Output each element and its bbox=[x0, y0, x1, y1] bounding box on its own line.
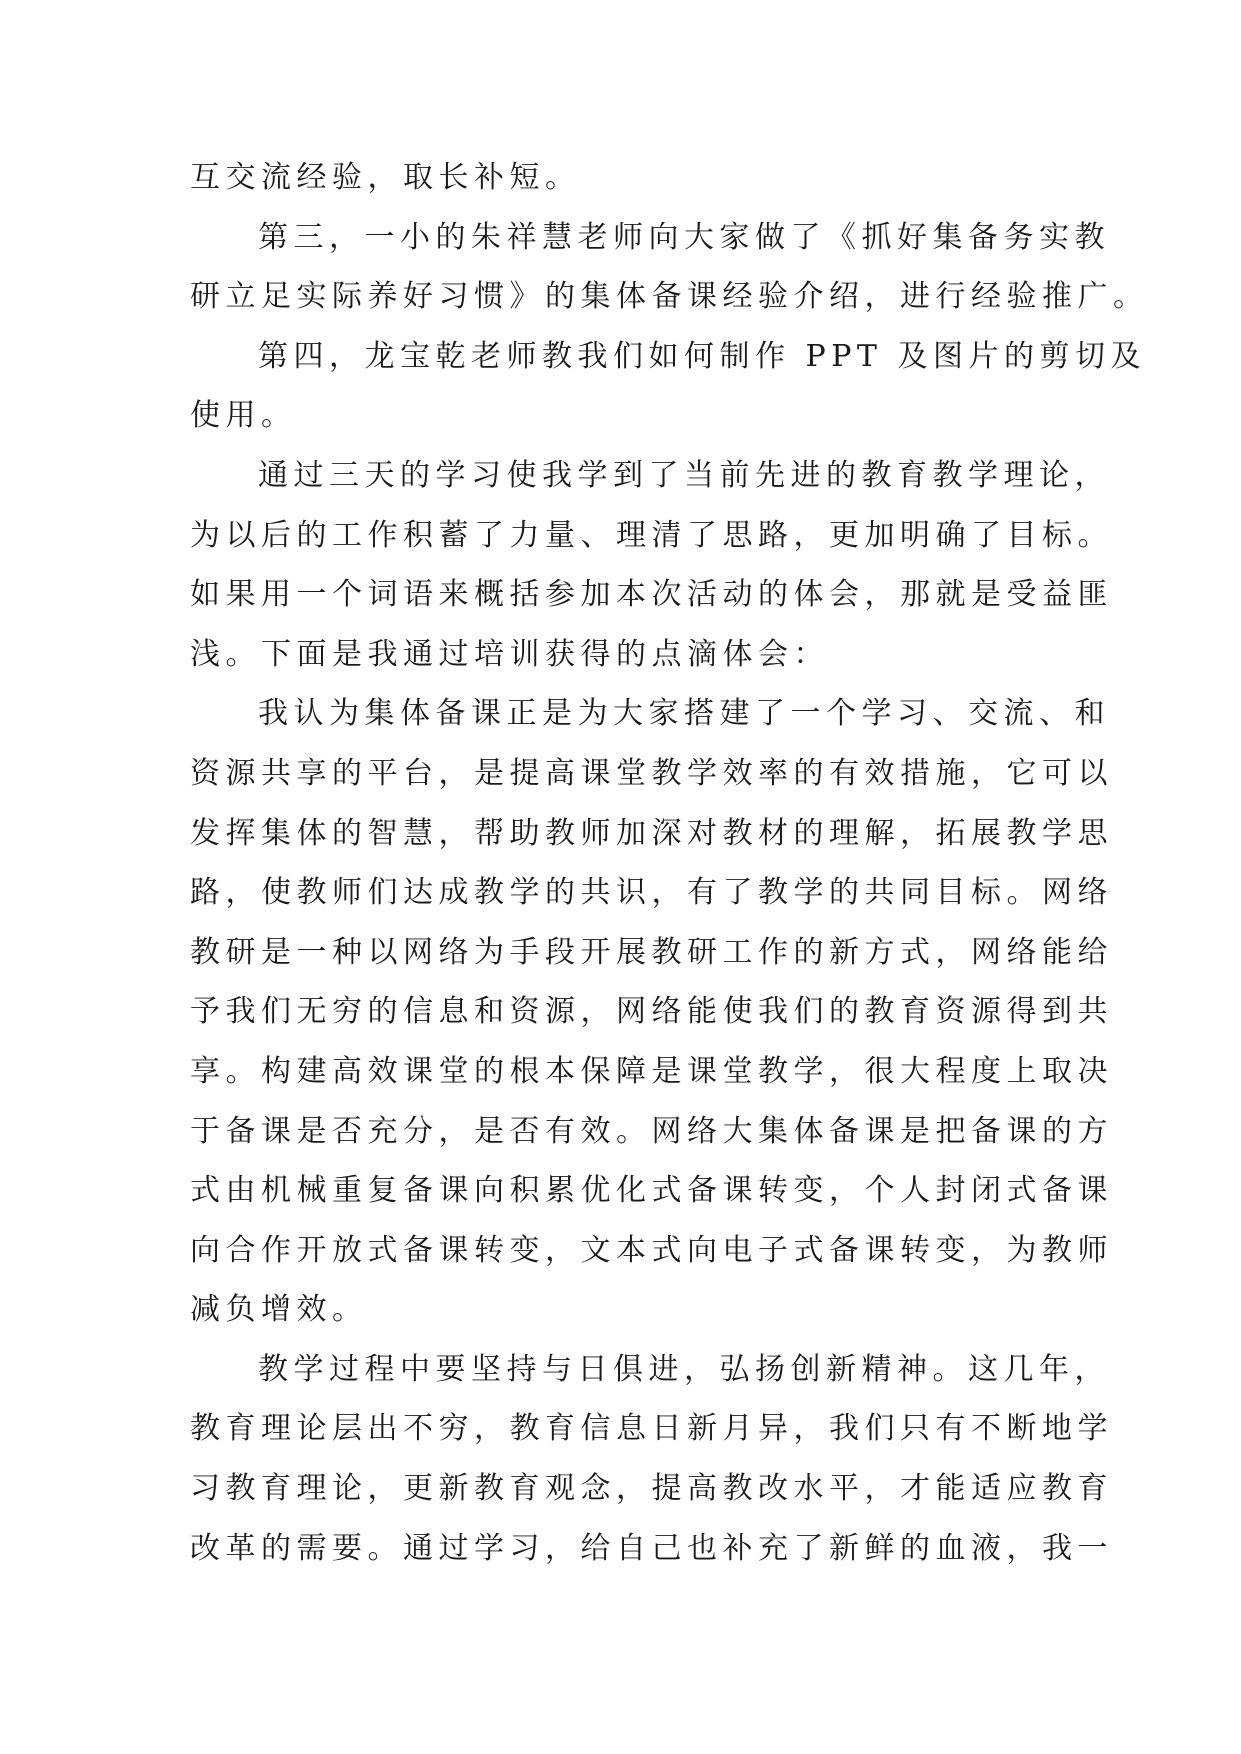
text-line: 发挥集体的智慧，帮助教师加深对教材的理解，拓展教学思 bbox=[190, 815, 1113, 851]
text-line: 如果用一个词语来概括参加本次活动的体会，那就是受益匪 bbox=[190, 577, 1113, 613]
text-line: 减负增效。 bbox=[190, 1292, 368, 1328]
text-line: 教学过程中要坚持与日俱进，弘扬创新精神。这几年， bbox=[258, 1351, 1110, 1387]
text-line: 浅。下面是我通过培训获得的点滴体会： bbox=[190, 636, 829, 672]
text-line: 于备课是否充分，是否有效。网络大集体备课是把备课的方 bbox=[190, 1113, 1113, 1149]
text-line: 第四，龙宝乾老师教我们如何制作 PPT 及图片的剪切及 bbox=[258, 338, 1146, 374]
text-line: 研立足实际养好习惯》的集体备课经验介绍，进行经验推广。 bbox=[190, 279, 1149, 315]
text-line: 享。构建高效课堂的根本保障是课堂教学，很大程度上取决 bbox=[190, 1053, 1113, 1089]
text-line: 教育理论层出不穷，教育信息日新月异，我们只有不断地学 bbox=[190, 1411, 1113, 1447]
text-line: 改革的需要。通过学习，给自己也补充了新鲜的血液，我一 bbox=[190, 1530, 1113, 1566]
text-line: 予我们无穷的信息和资源，网络能使我们的教育资源得到共 bbox=[190, 994, 1113, 1030]
text-line: 通过三天的学习使我学到了当前先进的教育教学理论， bbox=[258, 457, 1110, 493]
text-line: 第三，一小的朱祥慧老师向大家做了《抓好集备务实教 bbox=[258, 219, 1110, 255]
text-line: 为以后的工作积蓄了力量、理清了思路，更加明确了目标。 bbox=[190, 517, 1113, 553]
text-line: 式由机械重复备课向积累优化式备课转变，个人封闭式备课 bbox=[190, 1173, 1113, 1209]
document-body bbox=[190, 148, 1149, 1578]
text-line: 路，使教师们达成教学的共识，有了教学的共同目标。网络 bbox=[190, 875, 1113, 911]
text-line: 习教育理论，更新教育观念，提高教改水平，才能适应教育 bbox=[190, 1471, 1113, 1507]
text-line: 资源共享的平台，是提高课堂教学效率的有效措施，它可以 bbox=[190, 755, 1113, 791]
text-line: 向合作开放式备课转变，文本式向电子式备课转变，为教师 bbox=[190, 1232, 1113, 1268]
text-line: 互交流经验，取长补短。 bbox=[190, 160, 581, 195]
text-line: 我认为集体备课正是为大家搭建了一个学习、交流、和 bbox=[258, 696, 1110, 732]
text-line: 使用。 bbox=[190, 398, 297, 434]
text-line: 教研是一种以网络为手段开展教研工作的新方式，网络能给 bbox=[190, 934, 1113, 970]
